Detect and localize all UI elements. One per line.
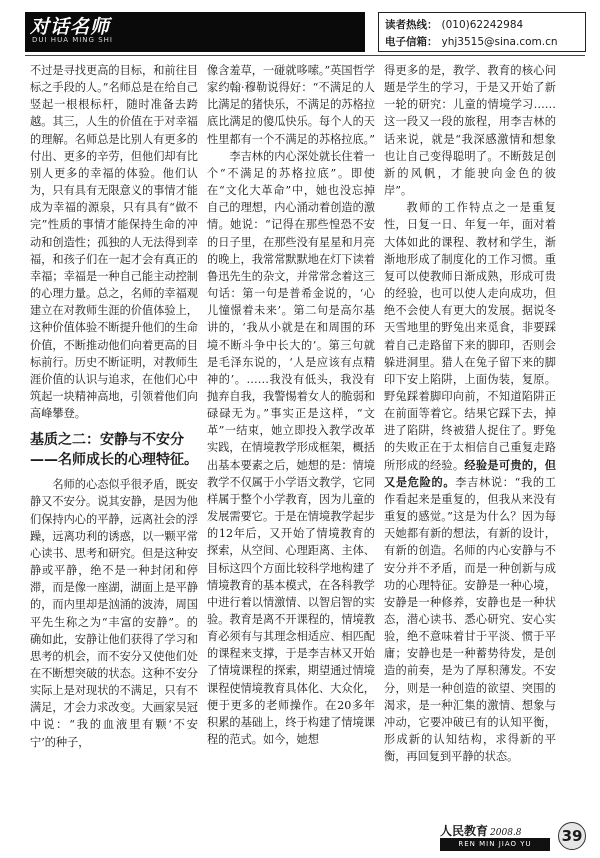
text-column-1 — [30, 62, 198, 751]
paragraph — [384, 199, 556, 765]
magazine-pinyin: REN MIN JIAO YU — [440, 838, 550, 851]
section-heading: 基质之二：安静与不安分——名师成长的心理特征。 — [30, 432, 198, 469]
paragraph: 李吉林的内心深处就长住着一个“不满足的苏格拉底”。即使在“文化大革命”中，她也没忘掉自己的理想，内心涌动着创造的激情。她说：“记得在那些惶恐不安的日子里，在那些没有星星和月亮的晚上，我常常默默地在灯下读着鲁迅先生的杂文，并常常念着这三句话：第一句是普希金说的，‘心儿憧憬着未来’。第二句是高尔基讲的，‘我从小就是在和周围的环境不断斗争中长大的’。第三句就是毛泽东说的，‘人是应该有点精神的’。……我没有低头，我没有抛弃自我，我警惕着女人的脆弱和碌碌无为。”事实正是这样，“文革”一结束，她立即投入教学改革实践，在情境教学形成框架，概括出基本要素之后，她想的是：情境教学不仅属于小学语文教学，它同样属于整个小学教育，因为儿童的发展需要它。于是在情境教学起步的12年后，又开始了情境教育的探索，从空间、心理距离、主体、目标这四个方面比较科学地构建了情境教育的基本模式，在各科教学中进行着以情激情、以智启智的实验。教育是离不开课程的，情境教育必须有与其理念相适应、相匹配的课程来支撑，于是李吉林又开始了情境课程的探索，期望通过情境课程使情境教育具体化、大众化，便于更多的老师操作。在20多年积累的基础上，终于构建了情境课程的范式。如今，她想 — [207, 149, 375, 747]
header-divider — [25, 55, 585, 56]
bold-sentence: 经验是可贵的，但又是危险的。 — [384, 458, 556, 489]
email-row — [385, 34, 558, 49]
paragraph: 像含羞草，一碰就哆嗦。”英国哲学家约翰·穆勒说得好：“不满足的人比满足的猪快乐，不满足的苏格拉底比满足的傻瓜快乐。每个人的天性里都有一个不满足的苏格拉底。” — [207, 64, 375, 146]
magazine-title: 人民教育 — [440, 824, 489, 838]
hotline-value: (010)62242984 — [441, 19, 524, 31]
text-column-3 — [384, 62, 556, 765]
magazine-name — [440, 822, 522, 839]
paragraph: 名师的心态似乎很矛盾，既安静又不安分。说其安静，是因为他们保持内心的平静，远离社会的浮躁，远离功利的诱惑，以一颗平常心读书、思考和研究。但是这种安静或平静，绝不是一种封闭和停滞，而是像一座湖，湖面上是平静的，而内里却是汹涌的波涛，周国平先生称之为“丰富的安静”。的确如此，安静让他们获得了学习和思考的机会，而不安分又使他们处在不断想突破的状态。这种不安分实际上是对现状的不满足，只有不满足，才会力求改变。大画家吴冠中说：“我的血液里有颗‘不安宁’的种子， — [30, 478, 198, 749]
paragraph: 不过是寻找更高的目标，和前往目标之手段的人。”名师总是在给自己竖起一根根标杆，随时准备去跨越。其三，人生的价值在于对幸福的理解。名师总是比别人有更多的付出、更多的辛劳，但他们却有比别人更多的幸福的体验。他们认为，只有具有无限意义的事情才能成为幸福的源泉，只有具有“做不完”性质的事情才能保持生命的冲动和创造性；孤独的人无法得到幸福，和孩子们在一起才会有真正的幸福；幸福是一种自己能主动控制的心理力量。总之，名师的幸福观建立在对教师生涯的价值体验上，这种价值体验不断提升他们的生命价值，不断推动他们向着更高的目标前行。历史不断证明，对教师生涯价值的认识与追求，在他们心中筑起一块精神高地，引领着他们向高峰攀登。 — [30, 64, 198, 421]
issue-date: 2008.8 — [490, 828, 522, 838]
email-label: 电子信箱： — [385, 36, 438, 48]
page-number: 39 — [558, 822, 586, 850]
paragraph-text: 李吉林说：“我的工作看起来是重复的，但我从来没有重复的感觉。”这是为什么？因为每天她都有新的想法，有新的设计，有新的创造。名师的内心安静与不安分并不矛盾，而是一种创新与成功的心理特征。安静是一种心境，安静是一种修养，安静也是一种状态，潜心读书、悉心研究、安心实验，绝不意味着甘于平淡、惯于平庸；安静也是一种蓄势待发，是创造的前奏，是为了厚积薄发。不安分，则是一种创造的欲望、突围的渴求，是一种汇集的激情、想象与冲动，它要冲破已有的认知平衡，形成新的认知结构，求得新的平衡，再回复到平静的状态。 — [384, 475, 556, 764]
contact-box — [378, 12, 586, 52]
paragraph-text: 教师的工作特点之一是重复性，日复一日、年复一年，面对着大体如此的课程、教材和学生，渐渐地形成了制度化的工作习惯。重复可以使教师日渐成熟，形成可贵的经验，也可以使人走向成功，但绝不会使人有更大的发展。据说冬天雪地里的野兔出来觅食，非要踩着自己走路留下来的脚印，否则会躲进洞里。猎人在兔子留下来的脚印下安上陷阱，上面伪装，复原。野兔踩着脚印向前，不知道陷阱正在前面等着它。结果它踩下去，掉进了陷阱，终被猎人捉住了。野兔的失败正在于太相信自己重复走路所形成的经验。 — [384, 201, 556, 472]
email-value: yhj3515@sina.com.cn — [441, 36, 558, 48]
paragraph: 得更多的是，教学、教育的核心问题是学生的学习，于是又开始了新一轮的研究：儿童的情境学习……这一段又一段的旅程，用李吉林的话来说，就是“我深感激情和想象也让自己变得聪明了。不断鼓足创新的风帆，才能驶向金色的彼岸”。 — [384, 64, 556, 198]
page-footer — [440, 822, 590, 852]
hotline-label: 读者热线： — [385, 19, 438, 31]
text-column-2 — [207, 62, 375, 748]
hotline-row — [385, 17, 523, 32]
column-pinyin: DUI HUA MING SHI — [32, 36, 113, 44]
column-title: 对话名师 — [30, 16, 111, 38]
